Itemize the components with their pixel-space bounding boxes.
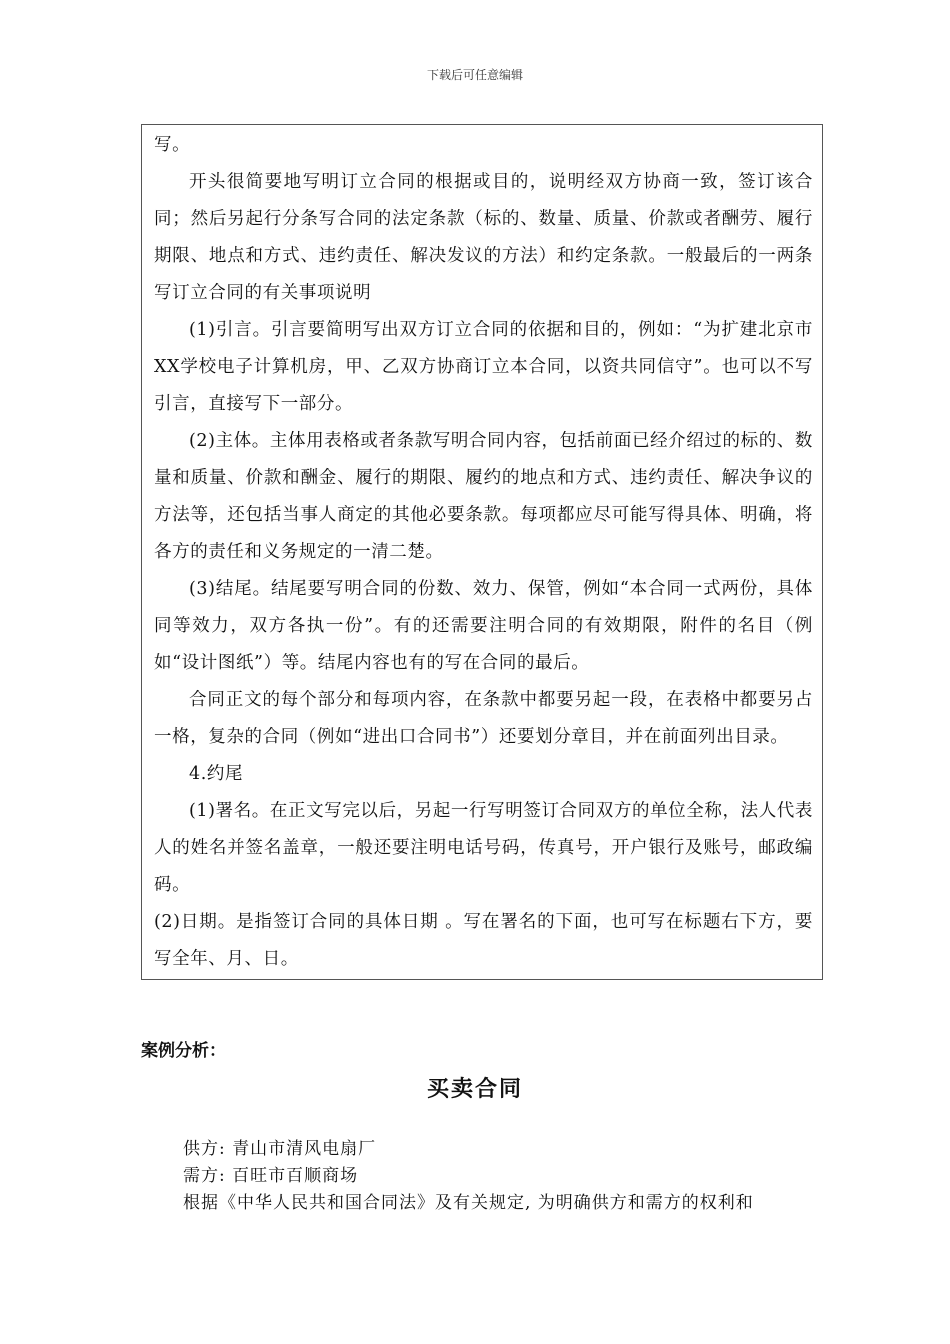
paragraph: 4.约尾: [189, 764, 244, 784]
supplier-line: 供方: 青山市清风电扇厂: [183, 1139, 377, 1159]
buyer-line: 需方: 百旺市百顺商场: [183, 1166, 359, 1186]
paragraph: (2)日期。是指签订合同的具体日期 。写在署名的下面，也可写在标题右下方，要写全年、月、日。: [154, 912, 813, 969]
paragraph: (1)署名。在正文写完以后，另起一行写明签订合同双方的单位全称，法人代表人的姓名并签名盖章，一般还要注明电话号码，传真号，开户银行及账号，邮政编码。: [154, 801, 813, 895]
case-analysis-label: 案例分析：: [141, 1041, 226, 1061]
basis-line: 根据《中华人民共和国合同法》及有关规定, 为明确供方和需方的权利和: [183, 1193, 754, 1213]
paragraph: 合同正文的每个部分和每项内容，在条款中都要另起一段，在表格中都要另占一格，复杂的合同（例如“进出口合同书”）还要划分章目，并在前面列出目录。: [154, 690, 813, 747]
paragraph: (3)结尾。结尾要写明合同的份数、效力、保管，例如“本合同一式两份，具体同等效力，双方各执一份”。有的还需要注明合同的有效期限，附件的名目（例如“设计图纸”）等。结尾内容也有的写在合同的最后。: [154, 579, 813, 673]
contract-title: 买卖合同: [426, 1076, 523, 1102]
page-header: 下载后可任意编辑: [426, 68, 523, 82]
paragraph: (1)引言。引言要简明写出双方订立合同的依据和目的，例如：“为扩建北京市XX学校电子计算机房，甲、乙双方协商订立本合同，以资共同信守”。也可以不写引言，直接写下一部分。: [154, 320, 813, 414]
paragraph: 写。: [154, 135, 191, 155]
guidance-box: [141, 124, 823, 980]
paragraph: (2)主体。主体用表格或者条款写明合同内容，包括前面已经介绍过的标的、数量和质量、价款和酬金、履行的期限、履约的地点和方式、违约责任、解决争议的方法等，还包括当事人商定的其他必要条款。每项都应尽可能写得具体、明确，将各方的责任和义务规定的一清二楚。: [154, 431, 813, 562]
paragraph: 开头很简要地写明订立合同的根据或目的，说明经双方协商一致，签订该合同；然后另起行分条写合同的法定条款（标的、数量、质量、价款或者酬劳、履行期限、地点和方式、违约责任、解决发议的方法）和约定条款。一般最后的一两条写订立合同的有关事项说明: [154, 172, 813, 303]
